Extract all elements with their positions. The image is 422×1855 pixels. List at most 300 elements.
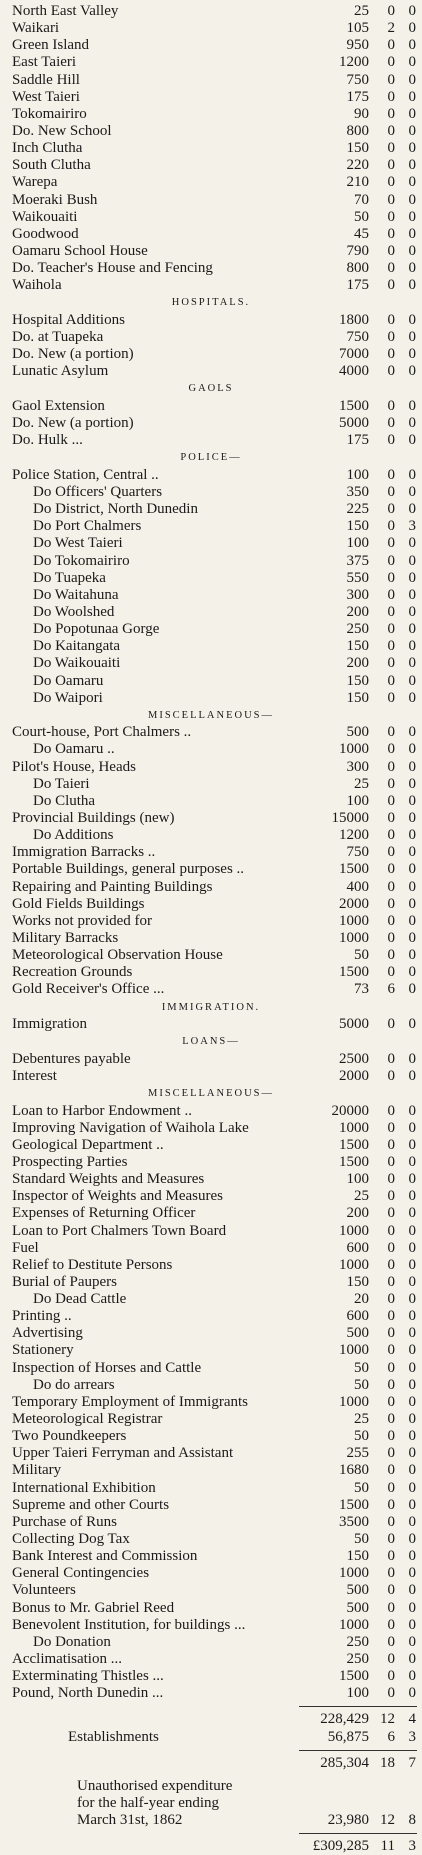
pence-value: 0 bbox=[408, 1188, 416, 1205]
shillings-value: 0 bbox=[387, 1325, 395, 1342]
pence-value: 0 bbox=[408, 810, 416, 827]
shillings-value: 0 bbox=[387, 1582, 395, 1599]
item-label: Do. New (a portion) bbox=[12, 346, 134, 363]
table-row bbox=[0, 226, 422, 243]
shillings-value: 0 bbox=[387, 1513, 395, 1530]
pence-value: 0 bbox=[408, 191, 416, 208]
shillings-value: 0 bbox=[387, 415, 395, 432]
table-row bbox=[0, 759, 422, 776]
pounds-value: 1000 bbox=[339, 1256, 369, 1273]
pounds-value: 550 bbox=[346, 569, 369, 586]
item-label: Military bbox=[12, 1462, 62, 1479]
shillings-value: 0 bbox=[387, 329, 395, 346]
table-row bbox=[0, 981, 422, 998]
shillings-value: 0 bbox=[387, 741, 395, 758]
table-row bbox=[0, 1428, 422, 1445]
pence-value: 0 bbox=[408, 432, 416, 449]
divider-rule bbox=[0, 1746, 422, 1755]
shillings-value: 0 bbox=[387, 638, 395, 655]
pounds-value: 1680 bbox=[339, 1462, 369, 1479]
pounds-value: 3500 bbox=[339, 1513, 369, 1530]
pence-value: 0 bbox=[408, 672, 416, 689]
item-label: Do Tokomairiro bbox=[33, 552, 130, 569]
pounds-value: 25 bbox=[354, 1188, 369, 1205]
table-row bbox=[0, 312, 422, 329]
pence-value: 0 bbox=[408, 1239, 416, 1256]
item-label: Do Waikouaiti bbox=[33, 655, 121, 672]
pence-value: 0 bbox=[408, 638, 416, 655]
section-heading: MISCELLANEOUS— bbox=[147, 1088, 274, 1100]
pounds-value: 1200 bbox=[339, 54, 369, 71]
table-row bbox=[0, 37, 422, 54]
shillings-value: 0 bbox=[387, 363, 395, 380]
table-row bbox=[0, 1582, 422, 1599]
shillings-value: 0 bbox=[387, 105, 395, 122]
table-row bbox=[0, 1531, 422, 1548]
pence-value: 0 bbox=[408, 37, 416, 54]
pounds-value: 750 bbox=[346, 71, 369, 88]
pounds-value: 50 bbox=[354, 1479, 369, 1496]
table-row bbox=[0, 1291, 422, 1308]
item-label: Interest bbox=[12, 1067, 57, 1084]
table-row bbox=[0, 157, 422, 174]
shillings-value: 0 bbox=[387, 689, 395, 706]
pence-value: 0 bbox=[408, 1119, 416, 1136]
item-label: Waikouaiti bbox=[12, 208, 78, 225]
item-label: Do. New School bbox=[12, 122, 112, 139]
table-row bbox=[0, 1342, 422, 1359]
pounds-value: 950 bbox=[346, 37, 369, 54]
pence-value: 0 bbox=[408, 20, 416, 37]
item-label: Military Barracks bbox=[12, 930, 119, 947]
total-row bbox=[0, 1711, 422, 1728]
pence-value: 0 bbox=[408, 3, 416, 19]
pounds-value: 210 bbox=[346, 174, 369, 191]
shillings-value: 0 bbox=[387, 1685, 395, 1702]
shillings-value: 0 bbox=[387, 1016, 395, 1033]
shillings-value: 0 bbox=[387, 1668, 395, 1685]
section-heading: HOSPITALS. bbox=[171, 297, 251, 309]
table-row bbox=[0, 1394, 422, 1411]
pence-value: 0 bbox=[408, 1153, 416, 1170]
pounds-value: 175 bbox=[346, 277, 369, 294]
pounds-value: 1200 bbox=[339, 827, 369, 844]
shillings-value: 0 bbox=[387, 724, 395, 741]
pence-value: 0 bbox=[408, 964, 416, 981]
pounds-value: 50 bbox=[354, 1359, 369, 1376]
shillings-value: 0 bbox=[387, 432, 395, 449]
pence-value: 0 bbox=[408, 724, 416, 741]
item-label: Court-house, Port Chalmers .. bbox=[12, 724, 192, 741]
pounds-value: 1500 bbox=[339, 1496, 369, 1513]
item-label: Meteorological Observation House bbox=[12, 947, 223, 964]
shillings-value: 0 bbox=[387, 1239, 395, 1256]
pence-value: 3 bbox=[408, 518, 416, 535]
pence-value: 0 bbox=[408, 1668, 416, 1685]
pounds-value: 2500 bbox=[339, 1050, 369, 1067]
pence-value: 0 bbox=[408, 535, 416, 552]
pence-value: 0 bbox=[408, 1325, 416, 1342]
table-row bbox=[0, 913, 422, 930]
item-label: Loan to Port Chalmers Town Board bbox=[12, 1222, 227, 1239]
total-row bbox=[0, 1838, 422, 1855]
item-label: Do. Teacher's House and Fencing bbox=[12, 260, 213, 277]
pounds-value: 285,304 bbox=[320, 1754, 369, 1771]
pence-value: 0 bbox=[408, 981, 416, 998]
shillings-value: 0 bbox=[387, 1393, 395, 1410]
item-label: Waihola bbox=[12, 277, 62, 294]
pounds-value: 750 bbox=[346, 329, 369, 346]
note-text: March 31st, 1862 bbox=[77, 1811, 183, 1828]
item-label: Do District, North Dunedin bbox=[33, 501, 198, 518]
pence-value: 0 bbox=[408, 1016, 416, 1033]
table-row bbox=[0, 553, 422, 570]
table-row bbox=[0, 398, 422, 415]
table-row bbox=[0, 1445, 422, 1462]
unauthorised-total-row bbox=[0, 1812, 422, 1829]
table-row bbox=[0, 1120, 422, 1137]
pounds-value: 73 bbox=[354, 981, 369, 998]
shillings-value: 0 bbox=[387, 930, 395, 947]
total-label: Establishments bbox=[68, 1728, 159, 1745]
table-row bbox=[0, 673, 422, 690]
table-row bbox=[0, 1651, 422, 1668]
pence-value: 0 bbox=[408, 311, 416, 328]
table-row bbox=[0, 1480, 422, 1497]
pence-value: 0 bbox=[408, 947, 416, 964]
pence-value: 0 bbox=[408, 930, 416, 947]
item-label: Police Station, Central .. bbox=[12, 466, 159, 483]
shillings-value: 0 bbox=[387, 1616, 395, 1633]
table-row bbox=[0, 1137, 422, 1154]
item-label: Supreme and other Courts bbox=[12, 1496, 170, 1513]
item-label: Burial of Paupers bbox=[12, 1273, 117, 1290]
table-row bbox=[0, 535, 422, 552]
item-label: Inch Clutha bbox=[12, 140, 83, 157]
item-label: Gaol Extension bbox=[12, 397, 105, 414]
pounds-value: 750 bbox=[346, 844, 369, 861]
pounds-value: 150 bbox=[346, 672, 369, 689]
pounds-value: 790 bbox=[346, 242, 369, 259]
table-row bbox=[0, 1514, 422, 1531]
shillings-value: 18 bbox=[380, 1754, 395, 1771]
shillings-value: 0 bbox=[387, 1531, 395, 1548]
shillings-value: 0 bbox=[387, 1067, 395, 1084]
item-label: North East Valley bbox=[12, 3, 119, 19]
table-row bbox=[0, 1411, 422, 1428]
item-label: Inspector of Weights and Measures bbox=[12, 1188, 223, 1205]
table-row bbox=[0, 1600, 422, 1617]
pence-value: 0 bbox=[408, 1582, 416, 1599]
pounds-value: 1000 bbox=[339, 1222, 369, 1239]
shillings-value: 0 bbox=[387, 225, 395, 242]
shillings-value: 0 bbox=[387, 586, 395, 603]
pence-value: 0 bbox=[408, 484, 416, 501]
pence-value: 3 bbox=[408, 1728, 416, 1745]
table-row bbox=[0, 484, 422, 501]
table-row bbox=[0, 363, 422, 380]
pounds-value: 225 bbox=[346, 501, 369, 518]
shillings-value: 0 bbox=[387, 792, 395, 809]
pounds-value: 5000 bbox=[339, 415, 369, 432]
pence-value: 0 bbox=[408, 861, 416, 878]
item-label: Benevolent Institution, for buildings ... bbox=[12, 1616, 246, 1633]
shillings-value: 0 bbox=[387, 1445, 395, 1462]
item-label: Do Popotunaa Gorge bbox=[33, 621, 160, 638]
pence-value: 0 bbox=[408, 329, 416, 346]
item-label: Do Oamaru bbox=[33, 672, 104, 689]
table-row bbox=[0, 1016, 422, 1033]
shillings-value: 0 bbox=[387, 1462, 395, 1479]
pounds-value: 500 bbox=[346, 724, 369, 741]
table-row bbox=[0, 570, 422, 587]
item-label: Prospecting Parties bbox=[12, 1153, 128, 1170]
pounds-value: 25 bbox=[354, 3, 369, 19]
shillings-value: 2 bbox=[387, 20, 395, 37]
table-row bbox=[0, 1171, 422, 1188]
pence-value: 0 bbox=[408, 586, 416, 603]
shillings-value: 0 bbox=[387, 621, 395, 638]
pounds-value: 100 bbox=[346, 1685, 369, 1702]
shillings-value: 0 bbox=[387, 1308, 395, 1325]
shillings-value: 0 bbox=[387, 1651, 395, 1668]
pence-value: 0 bbox=[408, 1256, 416, 1273]
pence-value: 0 bbox=[408, 1359, 416, 1376]
shillings-value: 0 bbox=[387, 861, 395, 878]
shillings-value: 0 bbox=[387, 157, 395, 174]
shillings-value: 0 bbox=[387, 758, 395, 775]
pence-value: 0 bbox=[408, 1067, 416, 1084]
shillings-value: 0 bbox=[387, 174, 395, 191]
pounds-value: 150 bbox=[346, 518, 369, 535]
pence-value: 0 bbox=[408, 1205, 416, 1222]
pounds-value: 100 bbox=[346, 1171, 369, 1188]
item-label: Repairing and Painting Buildings bbox=[12, 878, 213, 895]
pence-value: 0 bbox=[408, 1565, 416, 1582]
item-label: General Contingencies bbox=[12, 1565, 150, 1582]
table-row bbox=[0, 20, 422, 37]
section-heading: POLICE— bbox=[180, 452, 242, 464]
table-row bbox=[0, 1462, 422, 1479]
pounds-value: 375 bbox=[346, 552, 369, 569]
pence-value: 7 bbox=[408, 1754, 416, 1771]
item-label: Immigration Barracks .. bbox=[12, 844, 156, 861]
item-label: Do Donation bbox=[33, 1633, 111, 1650]
pounds-value: 1500 bbox=[339, 861, 369, 878]
pounds-value: 105 bbox=[346, 20, 369, 37]
pounds-value: 50 bbox=[354, 947, 369, 964]
divider-rule bbox=[0, 1702, 422, 1711]
pounds-value: 250 bbox=[346, 1633, 369, 1650]
pounds-value: 255 bbox=[346, 1445, 369, 1462]
item-label: Inspection of Horses and Cattle bbox=[12, 1359, 202, 1376]
table-row bbox=[0, 1154, 422, 1171]
shillings-value: 0 bbox=[387, 604, 395, 620]
shillings-value: 0 bbox=[387, 1119, 395, 1136]
shillings-value: 0 bbox=[387, 1136, 395, 1153]
item-label: Saddle Hill bbox=[12, 71, 80, 88]
shillings-value: 0 bbox=[387, 878, 395, 895]
pounds-value: 800 bbox=[346, 122, 369, 139]
shillings-value: 0 bbox=[387, 569, 395, 586]
pounds-value: £309,285 bbox=[312, 1838, 369, 1854]
pence-value: 4 bbox=[408, 1711, 416, 1728]
item-label: Acclimatisation ... bbox=[12, 1651, 122, 1668]
table-row bbox=[0, 106, 422, 123]
note-text: Unauthorised expenditure bbox=[77, 1777, 233, 1794]
shillings-value: 0 bbox=[387, 71, 395, 88]
item-label: Portable Buildings, general purposes .. bbox=[12, 861, 245, 878]
pence-value: 0 bbox=[408, 260, 416, 277]
shillings-value: 0 bbox=[387, 3, 395, 19]
table-row bbox=[0, 1223, 422, 1240]
pence-value: 0 bbox=[408, 604, 416, 620]
item-label: Purchase of Runs bbox=[12, 1513, 117, 1530]
item-label: Expenses of Returning Officer bbox=[12, 1205, 196, 1222]
shillings-value: 0 bbox=[387, 1256, 395, 1273]
pence-value: 0 bbox=[408, 758, 416, 775]
shillings-value: 0 bbox=[387, 1496, 395, 1513]
pounds-value: 100 bbox=[346, 535, 369, 552]
shillings-value: 0 bbox=[387, 964, 395, 981]
pence-value: 0 bbox=[408, 1273, 416, 1290]
item-label: Do Port Chalmers bbox=[33, 518, 142, 535]
pence-value: 0 bbox=[408, 1513, 416, 1530]
shillings-value: 0 bbox=[387, 1359, 395, 1376]
pounds-value: 25 bbox=[354, 775, 369, 792]
table-row bbox=[0, 1360, 422, 1377]
item-label: Do Clutha bbox=[33, 792, 96, 809]
pence-value: 0 bbox=[408, 1685, 416, 1702]
pence-value: 0 bbox=[408, 54, 416, 71]
pence-value: 0 bbox=[408, 71, 416, 88]
shillings-value: 0 bbox=[387, 484, 395, 501]
shillings-value: 0 bbox=[387, 242, 395, 259]
total-row bbox=[0, 1729, 422, 1746]
table-row bbox=[0, 1308, 422, 1325]
pence-value: 0 bbox=[408, 1496, 416, 1513]
pounds-value: 50 bbox=[354, 208, 369, 225]
section-heading: MISCELLANEOUS— bbox=[147, 709, 274, 721]
shillings-value: 0 bbox=[387, 140, 395, 157]
pence-value: 0 bbox=[408, 1633, 416, 1650]
item-label: Warepa bbox=[12, 174, 58, 191]
pounds-value: 5000 bbox=[339, 1016, 369, 1033]
pounds-value: 200 bbox=[346, 1205, 369, 1222]
shillings-value: 0 bbox=[387, 810, 395, 827]
item-label: Stationery bbox=[12, 1342, 74, 1359]
table-row bbox=[0, 140, 422, 157]
pence-value: 0 bbox=[408, 1445, 416, 1462]
pounds-value: 250 bbox=[346, 1651, 369, 1668]
shillings-value: 0 bbox=[387, 88, 395, 105]
section-heading: GAOLS bbox=[188, 383, 234, 395]
table-row bbox=[0, 621, 422, 638]
pence-value: 0 bbox=[408, 1222, 416, 1239]
table-row bbox=[0, 861, 422, 878]
pounds-value: 23,980 bbox=[327, 1811, 369, 1828]
pence-value: 0 bbox=[408, 1136, 416, 1153]
shillings-value: 0 bbox=[387, 912, 395, 929]
shillings-value: 0 bbox=[387, 844, 395, 861]
item-label: Hospital Additions bbox=[12, 311, 125, 328]
shillings-value: 0 bbox=[387, 655, 395, 672]
table-row bbox=[0, 1188, 422, 1205]
pounds-value: 1500 bbox=[339, 964, 369, 981]
table-row bbox=[0, 467, 422, 484]
item-label: Do Woolshed bbox=[33, 604, 115, 620]
table-row bbox=[0, 518, 422, 535]
table-row bbox=[0, 724, 422, 741]
item-label: Advertising bbox=[12, 1325, 83, 1342]
table-row bbox=[0, 655, 422, 672]
item-label: Goodwood bbox=[12, 225, 79, 242]
pounds-value: 228,429 bbox=[320, 1711, 369, 1728]
pence-value: 0 bbox=[408, 225, 416, 242]
item-label: Do Officers' Quarters bbox=[33, 484, 163, 501]
table-row bbox=[0, 54, 422, 71]
pounds-value: 1000 bbox=[339, 1342, 369, 1359]
pence-value: 0 bbox=[408, 895, 416, 912]
pounds-value: 1000 bbox=[339, 912, 369, 929]
item-label: Printing .. bbox=[12, 1308, 72, 1325]
pounds-value: 1500 bbox=[339, 1136, 369, 1153]
item-label: Do Kaitangata bbox=[33, 638, 121, 655]
pence-value: 0 bbox=[408, 1651, 416, 1668]
item-label: Provincial Buildings (new) bbox=[12, 810, 175, 827]
item-label: Volunteers bbox=[12, 1582, 76, 1599]
table-row bbox=[0, 1617, 422, 1634]
pence-value: 0 bbox=[408, 88, 416, 105]
shillings-value: 0 bbox=[387, 466, 395, 483]
item-label: Fuel bbox=[12, 1239, 39, 1256]
shillings-value: 0 bbox=[387, 672, 395, 689]
pence-value: 0 bbox=[408, 569, 416, 586]
pounds-value: 150 bbox=[346, 638, 369, 655]
shillings-value: 6 bbox=[387, 1728, 395, 1745]
pounds-value: 1800 bbox=[339, 311, 369, 328]
table-row bbox=[0, 1240, 422, 1257]
item-label: Debentures payable bbox=[12, 1050, 131, 1067]
table-row bbox=[0, 346, 422, 363]
item-label: East Taieri bbox=[12, 54, 77, 71]
pounds-value: 1500 bbox=[339, 1153, 369, 1170]
pounds-value: 250 bbox=[346, 621, 369, 638]
pence-value: 0 bbox=[408, 363, 416, 380]
pence-value: 8 bbox=[408, 1811, 416, 1828]
table-row bbox=[0, 209, 422, 226]
pounds-value: 90 bbox=[354, 105, 369, 122]
item-label: West Taieri bbox=[12, 88, 80, 105]
shillings-value: 0 bbox=[387, 260, 395, 277]
table-row bbox=[0, 741, 422, 758]
pence-value: 0 bbox=[408, 466, 416, 483]
item-label: Do Oamaru .. bbox=[33, 741, 115, 758]
table-row bbox=[0, 1068, 422, 1085]
shillings-value: 0 bbox=[387, 37, 395, 54]
shillings-value: 0 bbox=[387, 947, 395, 964]
pence-value: 0 bbox=[408, 792, 416, 809]
item-label: Gold Receiver's Office ... bbox=[12, 981, 165, 998]
pence-value: 0 bbox=[408, 1411, 416, 1428]
pounds-value: 600 bbox=[346, 1308, 369, 1325]
table-row bbox=[0, 192, 422, 209]
table-row bbox=[0, 89, 422, 106]
table-row bbox=[0, 604, 422, 621]
table-row bbox=[0, 1051, 422, 1068]
shillings-value: 0 bbox=[387, 1291, 395, 1308]
item-label: Works not provided for bbox=[12, 912, 153, 929]
